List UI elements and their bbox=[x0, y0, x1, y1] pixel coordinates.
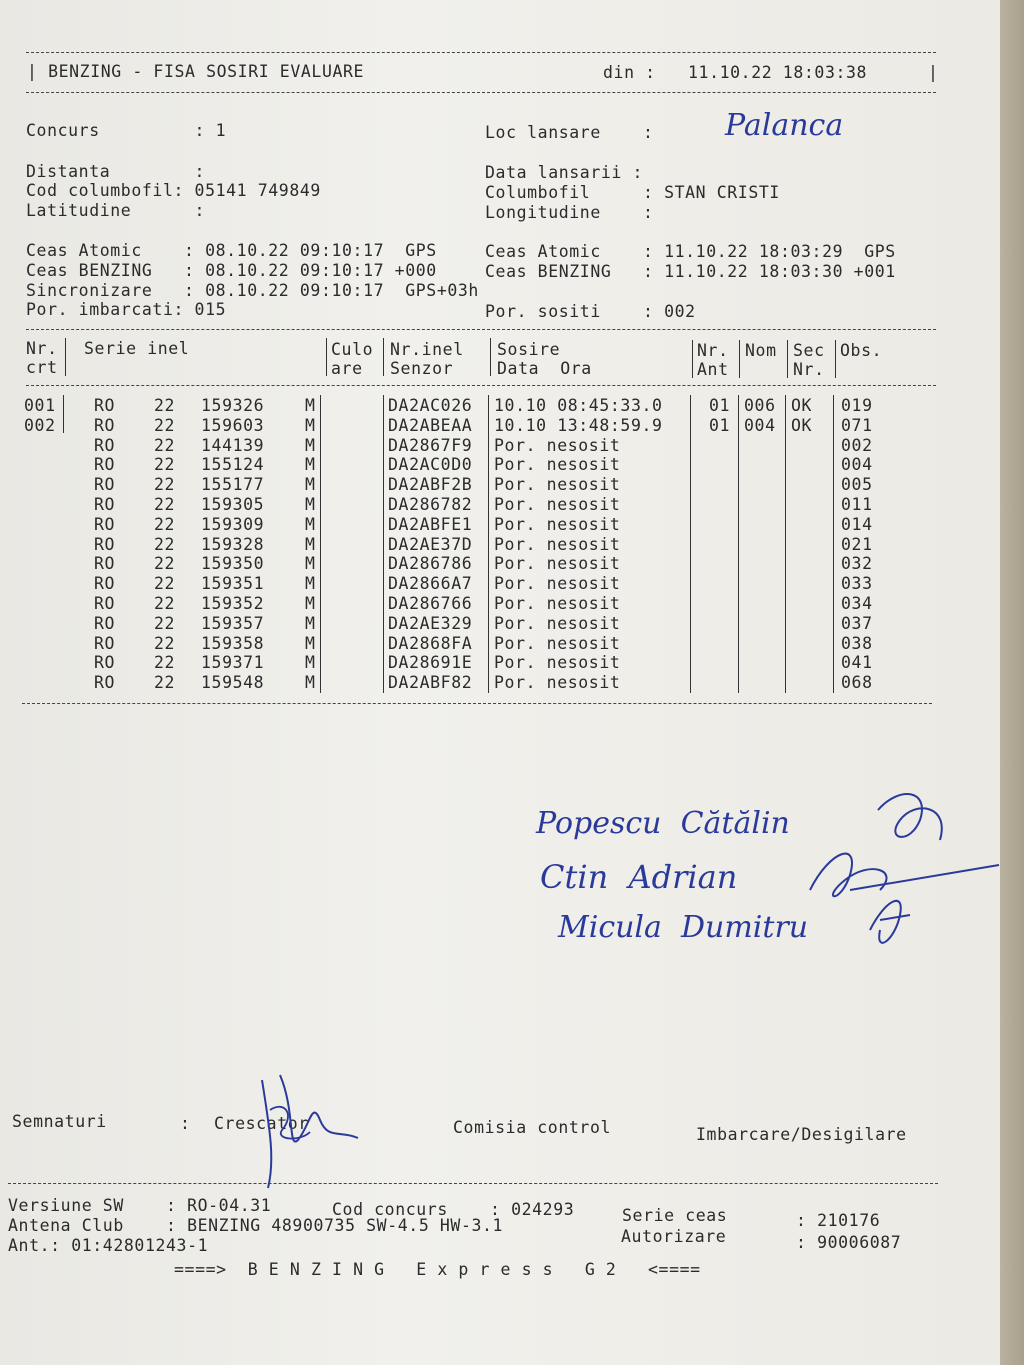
row-obs: 021 bbox=[841, 534, 873, 554]
sincronizare-field: Sincronizare : 08.10.22 09:10:17 GPS+03h bbox=[26, 281, 479, 300]
row-sosire: Por. nesosit bbox=[494, 653, 621, 673]
table-top-divider bbox=[26, 329, 936, 330]
crescator-label: Crescator bbox=[214, 1114, 309, 1133]
row-sosire: Por. nesosit bbox=[494, 435, 621, 455]
row-sosire: Por. nesosit bbox=[494, 574, 621, 594]
row-sec: OK bbox=[791, 396, 813, 415]
header-nr-inel: Nr.inel bbox=[390, 340, 464, 359]
committee-signatures bbox=[790, 780, 1000, 970]
row-year: 22 bbox=[154, 435, 176, 455]
header-right-bar: | bbox=[928, 63, 939, 82]
row-country: RO bbox=[94, 673, 116, 693]
row-nr: 002 bbox=[24, 415, 56, 435]
handwritten-name-3: Micula Dumitru bbox=[558, 910, 809, 945]
row-sex: M bbox=[305, 475, 316, 495]
footer-divider bbox=[8, 1183, 938, 1184]
row-ring-number: 159305 bbox=[201, 495, 265, 514]
row-obs: 041 bbox=[841, 653, 873, 673]
row-country: RO bbox=[94, 455, 116, 475]
row-ring-number: 159351 bbox=[201, 574, 265, 594]
row-sosire: Por. nesosit bbox=[494, 613, 621, 633]
row-year: 22 bbox=[154, 554, 176, 574]
row-senzor: DA2868FA bbox=[388, 633, 473, 653]
top-divider bbox=[26, 52, 936, 53]
row-sosire: Por. nesosit bbox=[494, 534, 621, 554]
table-row bbox=[0, 455, 1000, 475]
col-sep bbox=[383, 338, 384, 376]
row-sosire: 10.10 08:45:33.0 bbox=[494, 396, 663, 415]
col-sep bbox=[65, 338, 66, 376]
row-senzor: DA2ABF2B bbox=[388, 475, 473, 495]
crescator-signature bbox=[240, 1070, 370, 1190]
row-obs: 014 bbox=[841, 514, 873, 534]
header-senzor: Senzor bbox=[390, 359, 454, 378]
table-row bbox=[0, 475, 1000, 495]
semnaturi-label: Semnaturi bbox=[12, 1112, 107, 1131]
row-ring-number: 159328 bbox=[201, 534, 265, 554]
row-country: RO bbox=[94, 574, 116, 594]
por-imbarcati-field: Por. imbarcati: 015 bbox=[26, 300, 227, 319]
cod-concurs: Cod concurs : 024293 bbox=[332, 1200, 575, 1219]
row-sex: M bbox=[305, 613, 316, 633]
row-country: RO bbox=[94, 594, 116, 613]
row-ring-number: 159352 bbox=[201, 594, 265, 613]
background-edge bbox=[1000, 0, 1024, 1365]
row-ring-number: 159326 bbox=[201, 396, 265, 415]
row-obs: 004 bbox=[841, 455, 873, 475]
serie-ceas-label: Serie ceas bbox=[622, 1206, 728, 1225]
row-nom: 006 bbox=[744, 396, 776, 415]
row-country: RO bbox=[94, 653, 116, 673]
table-row bbox=[0, 436, 1000, 456]
row-senzor: DA2AE329 bbox=[388, 613, 473, 633]
row-sex: M bbox=[305, 673, 316, 693]
table-row bbox=[0, 396, 1000, 416]
row-sosire: Por. nesosit bbox=[494, 673, 621, 693]
autorizare-value: : 90006087 bbox=[796, 1233, 902, 1252]
row-senzor: DA2AC0D0 bbox=[388, 455, 473, 475]
row-year: 22 bbox=[154, 633, 176, 653]
row-year: 22 bbox=[154, 534, 176, 554]
row-ring-number: 159371 bbox=[201, 653, 265, 673]
row-sex: M bbox=[305, 455, 316, 475]
row-nom: 004 bbox=[744, 415, 776, 435]
row-ring-number: 159358 bbox=[201, 633, 265, 653]
table-bottom-divider bbox=[22, 703, 932, 704]
data-lansarii-field: Data lansarii : bbox=[485, 163, 644, 182]
comisia-control-label: Comisia control bbox=[453, 1118, 612, 1137]
loc-lansare-label: Loc lansare : bbox=[485, 123, 654, 142]
row-country: RO bbox=[94, 396, 116, 415]
table-row bbox=[0, 594, 1000, 614]
row-obs: 019 bbox=[841, 396, 873, 415]
row-year: 22 bbox=[154, 673, 176, 693]
col-sep bbox=[739, 340, 740, 378]
row-year: 22 bbox=[154, 653, 176, 673]
header-nr: Nr. bbox=[26, 339, 58, 358]
concurs-field: Concurs : 1 bbox=[26, 121, 227, 140]
row-obs: 034 bbox=[841, 594, 873, 613]
header-serie-inel: Serie inel bbox=[84, 339, 190, 358]
row-sex: M bbox=[305, 574, 316, 594]
row-senzor: DA2AC026 bbox=[388, 396, 473, 415]
row-sosire: Por. nesosit bbox=[494, 455, 621, 475]
row-senzor: DA2ABEAA bbox=[388, 415, 473, 435]
row-country: RO bbox=[94, 495, 116, 514]
row-senzor: DA286766 bbox=[388, 594, 473, 613]
autorizare-label: Autorizare bbox=[621, 1227, 727, 1246]
header-nom: Nom bbox=[745, 341, 777, 360]
row-sex: M bbox=[305, 396, 316, 415]
table-row bbox=[0, 515, 1000, 535]
row-sex: M bbox=[305, 594, 316, 613]
table-row bbox=[0, 634, 1000, 654]
header-nr-ant: Nr. bbox=[697, 341, 729, 360]
row-ring-number: 159603 bbox=[201, 415, 265, 435]
row-year: 22 bbox=[154, 415, 176, 435]
por-sositi-field: Por. sositi : 002 bbox=[485, 302, 696, 321]
row-country: RO bbox=[94, 554, 116, 574]
header-crt: crt bbox=[26, 358, 58, 377]
serie-ceas-value: : 210176 bbox=[796, 1211, 881, 1230]
row-year: 22 bbox=[154, 396, 176, 415]
row-sosire: Por. nesosit bbox=[494, 514, 621, 534]
table-row bbox=[0, 653, 1000, 673]
row-country: RO bbox=[94, 534, 116, 554]
row-senzor: DA286786 bbox=[388, 554, 473, 574]
row-nr: 001 bbox=[24, 396, 56, 415]
row-senzor: DA28691E bbox=[388, 653, 473, 673]
handwritten-name-2: Ctin Adrian bbox=[540, 858, 738, 896]
report-title: | BENZING - FISA SOSIRI EVALUARE bbox=[27, 62, 365, 81]
table-row bbox=[0, 554, 1000, 574]
row-year: 22 bbox=[154, 514, 176, 534]
col-sep bbox=[835, 340, 836, 378]
row-sex: M bbox=[305, 554, 316, 574]
header-sosire: Sosire bbox=[497, 340, 561, 359]
row-sex: M bbox=[305, 495, 316, 514]
row-year: 22 bbox=[154, 455, 176, 475]
row-obs: 071 bbox=[841, 415, 873, 435]
row-senzor: DA2ABF82 bbox=[388, 673, 473, 693]
table-row bbox=[0, 614, 1000, 634]
col-sep bbox=[692, 340, 693, 378]
row-sex: M bbox=[305, 633, 316, 653]
row-sosire: Por. nesosit bbox=[494, 475, 621, 495]
row-sex: M bbox=[305, 435, 316, 455]
imbarcare-desigilare-label: Imbarcare/Desigilare bbox=[696, 1125, 907, 1144]
header-sec-nr: Nr. bbox=[793, 360, 825, 379]
row-sex: M bbox=[305, 514, 316, 534]
ceas-atomic-end: Ceas Atomic : 11.10.22 18:03:29 GPS bbox=[485, 242, 896, 261]
columbofil-field: Columbofil : STAN CRISTI bbox=[485, 183, 780, 202]
row-ring-number: 155177 bbox=[201, 475, 265, 495]
row-year: 22 bbox=[154, 495, 176, 514]
row-senzor: DA2ABFE1 bbox=[388, 514, 473, 534]
row-obs: 037 bbox=[841, 613, 873, 633]
ceas-benzing-start: Ceas BENZING : 08.10.22 09:10:17 +000 bbox=[26, 261, 437, 280]
row-senzor: DA2866A7 bbox=[388, 574, 473, 594]
row-year: 22 bbox=[154, 574, 176, 594]
row-ring-number: 159548 bbox=[201, 673, 265, 693]
table-row bbox=[0, 495, 1000, 515]
row-ring-number: 159350 bbox=[201, 554, 265, 574]
row-ring-number: 155124 bbox=[201, 455, 265, 475]
col-sep bbox=[326, 338, 327, 376]
row-senzor: DA2AE37D bbox=[388, 534, 473, 554]
header-are: are bbox=[331, 359, 363, 378]
row-obs: 068 bbox=[841, 673, 873, 693]
header-data-ora: Data Ora bbox=[497, 359, 592, 378]
longitudine-field: Longitudine : bbox=[485, 203, 654, 222]
benzing-express-brand: ====> B E N Z I N G E x p r e s s G 2 <==== bbox=[174, 1260, 701, 1279]
row-sosire: Por. nesosit bbox=[494, 633, 621, 653]
row-sosire: Por. nesosit bbox=[494, 594, 621, 613]
din-label: din : bbox=[603, 63, 656, 82]
row-year: 22 bbox=[154, 613, 176, 633]
versiune-sw: Versiune SW : RO-04.31 bbox=[8, 1196, 272, 1215]
table-row bbox=[0, 673, 1000, 693]
handwritten-name-1: Popescu Cătălin bbox=[536, 806, 790, 841]
row-country: RO bbox=[94, 514, 116, 534]
distanta-field: Distanta : bbox=[26, 162, 206, 181]
row-obs: 011 bbox=[841, 495, 873, 514]
row-ant: 01 bbox=[709, 396, 731, 415]
row-sex: M bbox=[305, 534, 316, 554]
cod-columbofil-field: Cod columbofil: 05141 749849 bbox=[26, 181, 321, 200]
row-sosire: Por. nesosit bbox=[494, 554, 621, 574]
antena-club: Antena Club : BENZING 48900735 SW-4.5 HW-3.1 bbox=[8, 1216, 504, 1235]
latitudine-field: Latitudine : bbox=[26, 201, 206, 220]
row-country: RO bbox=[94, 435, 116, 455]
din-value: 11.10.22 18:03:38 bbox=[688, 63, 868, 82]
table-row bbox=[0, 416, 1000, 436]
row-sex: M bbox=[305, 415, 316, 435]
row-country: RO bbox=[94, 475, 116, 495]
row-year: 22 bbox=[154, 475, 176, 495]
header-obs: Obs. bbox=[840, 341, 883, 360]
row-obs: 032 bbox=[841, 554, 873, 574]
ceas-benzing-end: Ceas BENZING : 11.10.22 18:03:30 +001 bbox=[485, 262, 896, 281]
row-obs: 038 bbox=[841, 633, 873, 653]
row-obs: 005 bbox=[841, 475, 873, 495]
table-row bbox=[0, 574, 1000, 594]
row-ant: 01 bbox=[709, 415, 731, 435]
row-year: 22 bbox=[154, 594, 176, 613]
row-obs: 002 bbox=[841, 435, 873, 455]
row-country: RO bbox=[94, 613, 116, 633]
header-ant: Ant bbox=[697, 360, 729, 379]
row-sex: M bbox=[305, 653, 316, 673]
header-culo: Culo bbox=[331, 340, 374, 359]
table-row bbox=[0, 535, 1000, 555]
row-senzor: DA2867F9 bbox=[388, 435, 473, 455]
row-ring-number: 159309 bbox=[201, 514, 265, 534]
antena-id: Ant.: 01:42801243-1 bbox=[8, 1236, 209, 1255]
row-country: RO bbox=[94, 415, 116, 435]
loc-lansare-handwritten: Palanca bbox=[725, 108, 844, 143]
row-sosire: 10.10 13:48:59.9 bbox=[494, 415, 663, 435]
col-sep bbox=[787, 340, 788, 378]
ceas-atomic-start: Ceas Atomic : 08.10.22 09:10:17 GPS bbox=[26, 241, 437, 260]
row-sec: OK bbox=[791, 415, 813, 435]
row-sosire: Por. nesosit bbox=[494, 495, 621, 514]
header-sec: Sec bbox=[793, 341, 825, 360]
row-senzor: DA286782 bbox=[388, 495, 473, 514]
row-country: RO bbox=[94, 633, 116, 653]
row-ring-number: 144139 bbox=[201, 435, 265, 455]
row-obs: 033 bbox=[841, 574, 873, 594]
header-divider bbox=[26, 92, 936, 93]
row-ring-number: 159357 bbox=[201, 613, 265, 633]
col-sep bbox=[490, 338, 491, 376]
semnaturi-colon: : bbox=[180, 1114, 191, 1133]
table-header-divider bbox=[26, 385, 936, 386]
